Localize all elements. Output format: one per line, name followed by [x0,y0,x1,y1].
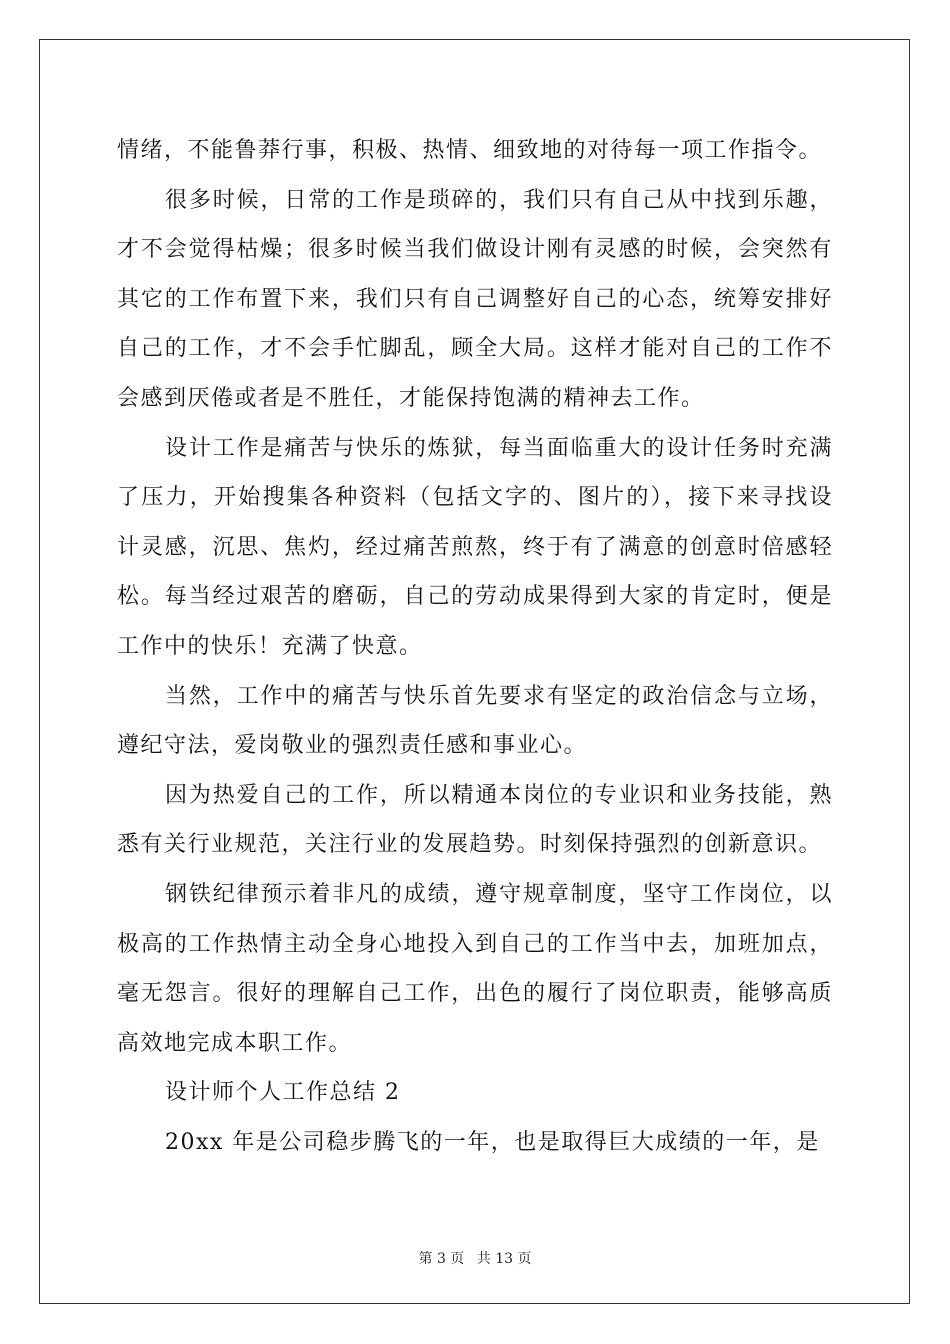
paragraph-4: 当然，工作中的痛苦与快乐首先要求有坚定的政治信念与立场，遵纪守法，爱岗敬业的强烈责任感和事业心。 [117,683,833,759]
section-heading: 设计师个人工作总结 2 [165,1080,401,1106]
paragraph-1: 情绪，不能鲁莽行事，积极、热情、细致地的对待每一项工作指令。 [117,138,823,163]
paragraph-7: 20xx 年是公司稳步腾飞的一年，也是取得巨大成绩的一年，是 [165,1129,820,1155]
paragraph-3: 设计工作是痛苦与快乐的炼狱，每当面临重大的设计任务时充满了压力，开始搜集各种资料（包括文字的、图片的），接下来寻找设计灵感，沉思、焦灼，经过痛苦煎熬，终于有了满意的创意时倍感轻松。每当经过艰苦的磨砺，自己的劳动成果得到大家的肯定时，便是工作中的快乐！充满了快意。 [117,435,833,659]
document-body [117,126,833,1167]
paragraph-5: 因为热爱自己的工作，所以精通本岗位的专业识和业务技能，熟悉有关行业规范，关注行业的发展趋势。时刻保持强烈的创新意识。 [117,782,833,858]
page-number: 第 3 页 [418,1251,465,1267]
paragraph-2: 很多时候，日常的工作是琐碎的，我们只有自己从中找到乐趣，才不会觉得枯燥；很多时候当我们做设计刚有灵感的时候，会突然有其它的工作布置下来，我们只有自己调整好自己的心态，统筹安排好自己的工作，才不会手忙脚乱，顾全大局。这样才能对自己的工作不会感到厌倦或者是不胜任，才能保持饱满的精神去工作。 [117,187,833,411]
page-footer [0,1248,950,1268]
page-total: 共 13 页 [476,1251,532,1267]
paragraph-6: 钢铁纪律预示着非凡的成绩，遵守规章制度，坚守工作岗位，以极高的工作热情主动全身心地投入到自己的工作当中去，加班加点，毫无怨言。很好的理解自己工作，出色的履行了岗位职责，能够高质高效地完成本职工作。 [117,881,833,1056]
